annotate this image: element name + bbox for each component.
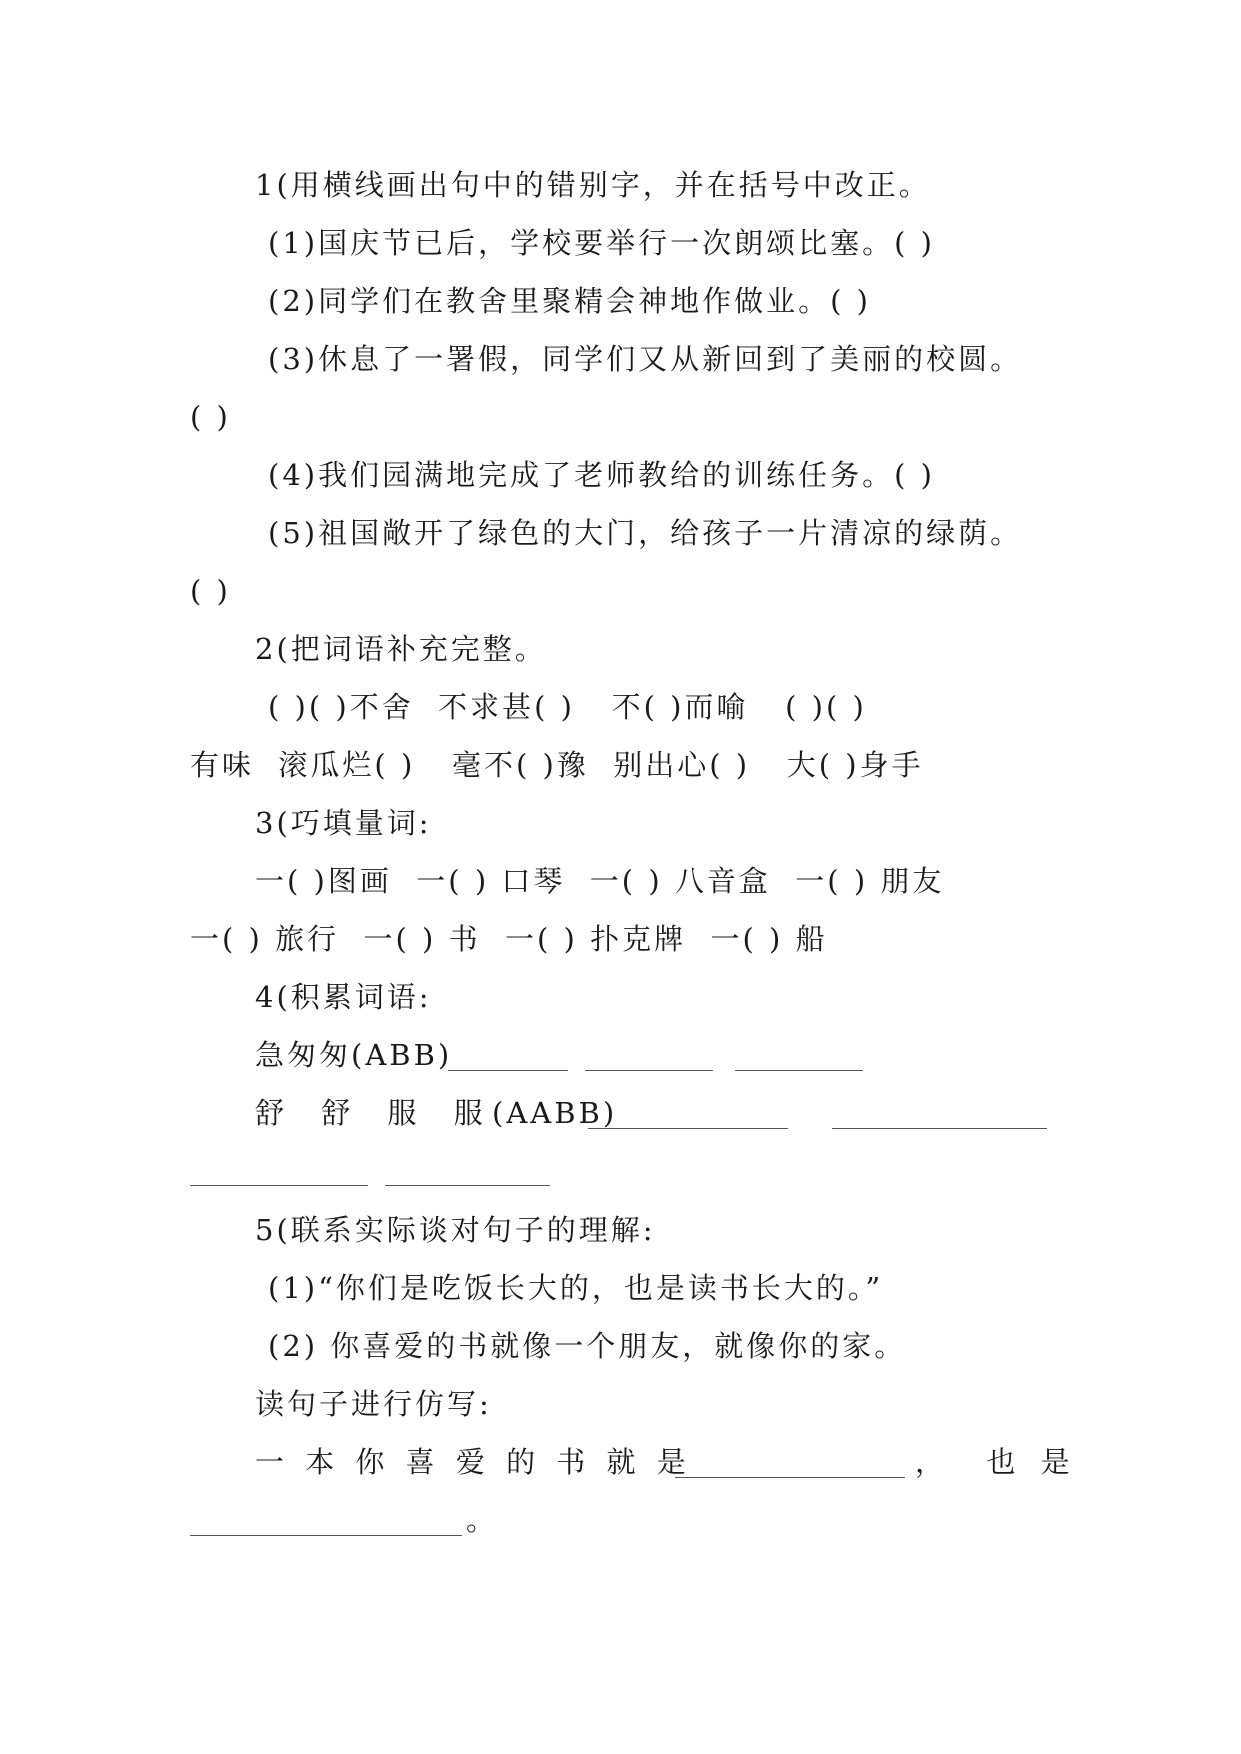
q3-line-1: 一( )图画 一( ) 口琴 一( ) 八音盒 一( ) 朋友 (255, 864, 945, 898)
q5-imitate-mid: ， 也 是 (915, 1445, 1078, 1479)
q4-aabb-pattern: (AABB) (492, 1096, 618, 1130)
q4-abb-blank-3[interactable] (735, 1070, 863, 1071)
q4-aabb-blank-2[interactable] (832, 1128, 1047, 1129)
q2-title: 2(把词语补充完整。 (255, 632, 547, 666)
q5-item-1: (1)“你们是吃饭长大的，也是读书长大的。” (268, 1271, 884, 1305)
q4-abb-blank-2[interactable] (585, 1070, 713, 1071)
q1-item-1: (1)国庆节已后，学校要举行一次朗颂比塞。( ) (268, 226, 935, 260)
q5-imitate-title: 读句子进行仿写: (255, 1387, 492, 1421)
q5-title: 5(联系实际谈对句子的理解: (255, 1213, 656, 1247)
q1-item-3: (3)休息了一署假，同学们又从新回到了美丽的校圆。 (268, 342, 1023, 376)
q5-imitate-start: 一 本 你 喜 爱 的 书 就 是 (255, 1445, 692, 1479)
q5-imitate-blank-2[interactable] (190, 1535, 462, 1536)
q4-aabb-blank-1[interactable] (588, 1128, 788, 1129)
q1-item-5-answer: ( ) (190, 574, 231, 608)
q4-aabb-blank-4[interactable] (385, 1185, 550, 1186)
q1-item-3-answer: ( ) (190, 400, 231, 434)
q4-abb-label: 急匆匆(ABB) (255, 1038, 453, 1072)
q2-line-1: ( )( )不舍 不求甚( ) 不( )而喻 ( )( ) (268, 690, 867, 724)
q1-item-2: (2)同学们在教舍里聚精会神地作做业。( ) (268, 284, 871, 318)
q4-abb-blank-1[interactable] (448, 1070, 568, 1071)
q1-title: 1(用横线画出句中的错别字，并在括号中改正。 (255, 168, 931, 202)
q5-imitate-end: 。 (466, 1503, 499, 1537)
q2-line-2: 有味 滚瓜烂( ) 毫不( )豫 别出心( ) 大( )身手 (190, 748, 924, 782)
q5-imitate-blank-1[interactable] (675, 1477, 905, 1478)
q3-line-2: 一( ) 旅行 一( ) 书 一( ) 扑克牌 一( ) 船 (190, 922, 828, 956)
q4-title: 4(积累词语: (255, 980, 432, 1014)
q4-aabb-label: 舒 舒 服 服 (255, 1096, 497, 1130)
q1-item-4: (4)我们园满地完成了老师教给的训练任务。( ) (268, 458, 935, 492)
q4-aabb-blank-3[interactable] (190, 1185, 368, 1186)
q5-item-2: (2) 你喜爱的书就像一个朋友，就像你的家。 (268, 1329, 907, 1363)
q1-item-5: (5)祖国敞开了绿色的大门，给孩子一片清凉的绿荫。 (268, 516, 1023, 550)
q3-title: 3(巧填量词: (255, 806, 432, 840)
